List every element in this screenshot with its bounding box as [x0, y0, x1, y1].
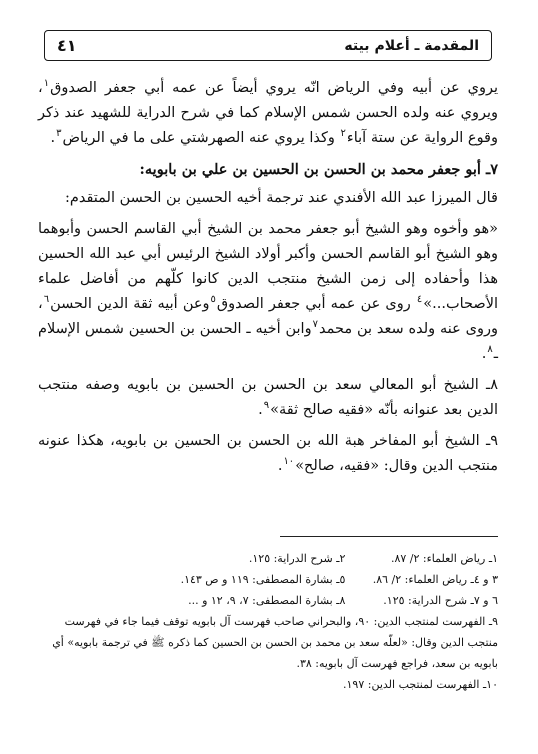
quotation-paragraph — [38, 217, 498, 367]
paragraph-1-text-b: ، ويروي عنه ولده الحسن شمس الإسلام كما في شرح الدراية للشهيد عند ذكر وقوع الرواية عن ستة آباء — [38, 80, 498, 146]
footnote-ref: ٧ — [312, 319, 318, 331]
entry-9 — [38, 429, 498, 479]
paragraph-4-text-b: روى عن عمه أبي جعفر الصدوق — [216, 296, 416, 312]
running-head-title: المقدمة ـ أعلام بيته — [344, 37, 479, 54]
entry-8 — [38, 373, 498, 423]
running-header — [44, 30, 492, 61]
entry-9-text: ٩ـ الشيخ أبو المفاخر هبة الله بن الحسن بن الحسين بن بابويه، هكذا عنونه منتجب الدين وقال: «فقيه، صالح» — [38, 433, 498, 474]
footnote-10: ١٠ـ الفهرست لمنتجب الدين: ١٩٧. — [343, 678, 498, 691]
footnote-ref: ٢ — [340, 128, 346, 140]
footnote-row — [40, 590, 498, 611]
footnote-2: ٢ـ شرح الدراية: ١٢٥. — [248, 552, 346, 565]
paragraph-1-text-d: . — [50, 130, 56, 146]
paragraph-4-text-f: . — [481, 346, 487, 362]
main-text — [38, 76, 498, 485]
footnote-empty — [40, 569, 193, 590]
footnote-ref: ٩ — [263, 400, 270, 412]
footnote-row — [40, 548, 498, 569]
page-number: ٤١ — [57, 36, 77, 55]
paragraph-1 — [38, 76, 498, 151]
footnote-ref: ٤ — [416, 294, 423, 306]
entry-8-text: ٨ـ الشيخ أبو المعالي سعد بن الحسن بن الحسين بن بابويه وصفه منتجب الدين بعد عنوانه بأنّه «فقيه صالح ثقة» — [38, 377, 498, 418]
footnote-row — [40, 569, 498, 590]
paragraph-4-text-d: ، وروى عنه ولده سعد بن محمد — [38, 296, 498, 337]
paragraph-1-text-a: يروي عن أبيه وفي الرياض انّه يروي أيضاً عن عمه أبي جعفر الصدوق — [50, 80, 498, 96]
footnote-ref: ٣ — [56, 128, 62, 140]
entry-9-text-end: . — [277, 458, 283, 474]
footnote-1: ١ـ رياض العلماء: ٢/ ٨٧. — [390, 552, 498, 565]
footnote-9: ٩ـ الفهرست لمنتجب الدين: ٩٠، والبحراني صاحب فهرست آل بابويه توقف فيما جاء في فهرست منتجب الدين وقال: «لعلّه سعد بن محمد بن الحسن بن الحسين كما ذكره ﷺ في ترجمة بابويه» أي بابويه بن سعد، فراجع فهرست آل بابويه: ٣٨. — [52, 615, 498, 670]
entry-8-text-end: . — [258, 402, 263, 418]
footnote-ref: ٦ — [43, 294, 50, 306]
footnotes — [40, 548, 498, 695]
footnote-ref: ١ — [43, 78, 50, 90]
footnote-ref: ٥ — [210, 294, 216, 306]
footnote-empty — [40, 548, 193, 569]
paragraph-4-text-c: وعن أبيه ثقة الدين الحسن — [50, 296, 210, 312]
footnote-divider — [280, 536, 498, 537]
entry-heading-7: ٧ـ أبو جعفر محمد بن الحسن بن الحسين بن علي بن بابويه: — [139, 161, 498, 178]
paragraph-4-text-e: وابن أخيه ـ الحسن بن الحسين شمس الإسلام ـ — [38, 321, 498, 362]
footnote-3-4: ٣ و ٤ـ رياض العلماء: ٢/ ٨٦. — [372, 573, 498, 586]
footnote-ref: ٨ — [487, 344, 493, 356]
quotation-text: «هو وأخوه وهو الشيخ أبو جعفر محمد بن الشيخ أبي القاسم الحسن وأبوهما وهو الشيخ أبو القاسم الحسن وأكبر أولاد الشيخ الرئيس أبي عبد الله الحسين هذا وأحفاده إلى زمن الشيخ منتجب الدين كانوا كلّهم من أفاضل علماء الأصحاب...» — [38, 221, 498, 312]
footnote-ref: ١٠ — [283, 456, 295, 468]
paragraph-1-text-c: وكذا يروي عنه الصهرشتي على ما في الرياض — [62, 130, 340, 146]
footnote-empty — [40, 590, 193, 611]
footnote-8: ٨ـ بشارة المصطفى: ٧، ٩، ١٢ و ... — [188, 594, 346, 607]
footnote-5: ٥ـ بشارة المصطفى: ١١٩ و ص ١٤٣. — [180, 573, 346, 586]
footnote-6-7: ٦ و ٧ـ شرح الدراية: ١٢٥. — [383, 594, 498, 607]
paragraph-3: قال الميرزا عبد الله الأفندي عند ترجمة أخيه الحسين بن الحسن المتقدم: — [64, 190, 498, 206]
